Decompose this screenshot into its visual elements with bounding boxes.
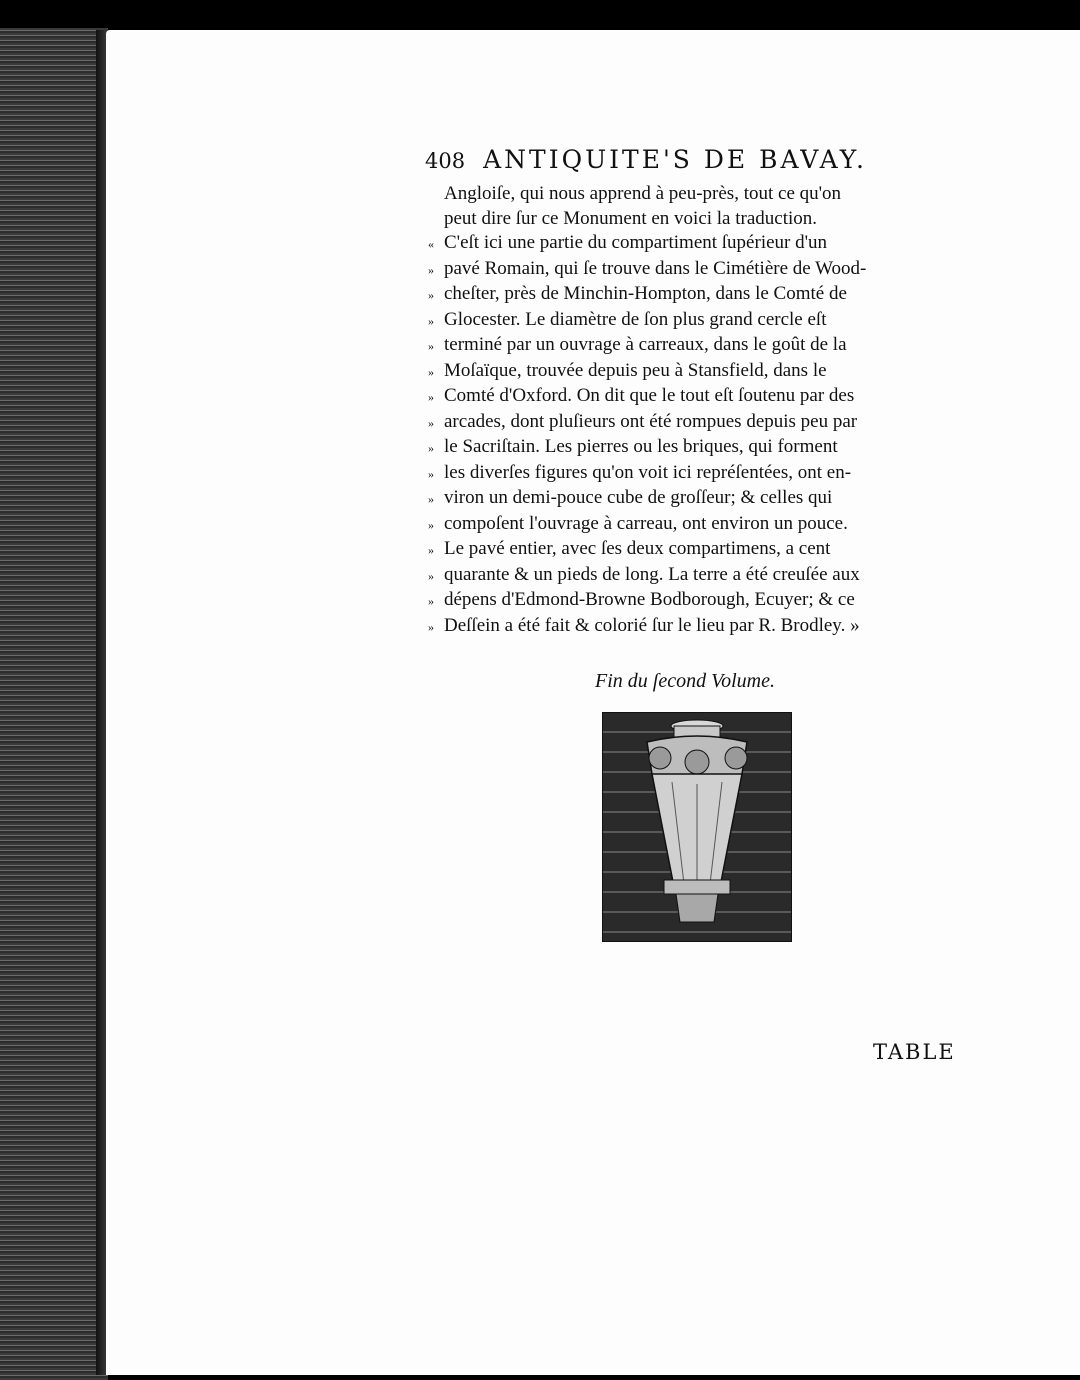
text-line <box>428 486 973 512</box>
line-text: pavé Romain, qui ſe trouve dans le Cimétière de Wood- <box>444 257 867 279</box>
page-header <box>425 145 945 174</box>
text-line <box>428 435 973 461</box>
quote-mark: » <box>428 594 434 608</box>
text-line <box>428 537 973 563</box>
line-text: le Sacriſtain. Les pierres ou les briques, qui forment <box>444 436 838 457</box>
text-line <box>428 182 973 207</box>
quote-mark: » <box>428 517 434 532</box>
quote-mark: » <box>428 415 434 430</box>
line-text: terminé par un ouvrage à carreaux, dans le goût de la <box>444 334 847 355</box>
line-text: cheſter, près de Minchin-Hompton, dans le Comté de <box>444 283 847 304</box>
quote-mark: » <box>428 619 434 634</box>
text-line <box>428 231 973 257</box>
quote-mark: » <box>428 288 434 302</box>
line-text: peut dire ſur ce Monument en voici la traduction. <box>444 207 818 229</box>
quote-mark: » <box>428 492 434 506</box>
vase-vignette-illustration <box>602 712 792 942</box>
text-line <box>428 333 973 359</box>
text-line <box>428 359 973 385</box>
quote-mark: » <box>428 568 434 583</box>
quote-mark: » <box>428 313 434 328</box>
line-text: Comté d'Oxford. On dit que le tout eſt ſoutenu par des <box>444 385 855 406</box>
line-text: Le pavé entier, avec ſes deux compartimens, a cent <box>444 538 831 559</box>
text-line <box>428 588 973 614</box>
running-title: ANTIQUITE'S DE BAVAY. <box>483 145 867 174</box>
line-text: Glocester. Le diamètre de ſon plus grand cercle eſt <box>444 308 827 330</box>
quote-mark: « <box>428 237 434 251</box>
quote-mark: » <box>428 262 434 277</box>
line-text: viron un demi-pouce cube de groſſeur; & celles qui <box>444 487 833 508</box>
page-number: 408 <box>425 149 466 173</box>
book-page-edges <box>0 28 108 1380</box>
catchword: TABLE <box>873 1040 956 1064</box>
line-text: quarante & un pieds de long. La terre a été creuſée aux <box>444 563 860 585</box>
line-text: arcades, dont pluſieurs ont été rompues depuis peu par <box>444 410 858 432</box>
text-line <box>428 384 973 410</box>
quote-mark: » <box>428 364 434 379</box>
quote-mark: » <box>428 441 434 455</box>
line-text: les diverſes figures qu'on voit ici repréſentées, ont en- <box>444 461 852 483</box>
line-text: Moſaïque, trouvée depuis peu à Stansfield, dans le <box>444 359 827 381</box>
body-text <box>428 182 973 639</box>
line-text: Angloiſe, qui nous apprend à peu-près, tout ce qu'on <box>444 183 842 204</box>
quote-mark: » <box>428 543 434 557</box>
quote-mark: » <box>428 339 434 353</box>
line-text: compoſent l'ouvrage à carreau, ont environ un pouce. <box>444 512 848 534</box>
colophon: Fin du ſecond Volume. <box>595 670 775 692</box>
line-text: dépens d'Edmond-Browne Bodborough, Ecuyer; & ce <box>444 589 855 610</box>
text-line <box>428 308 973 334</box>
text-line <box>428 614 973 640</box>
line-text: C'eſt ici une partie du compartiment ſupérieur d'un <box>444 232 828 253</box>
text-line <box>428 410 973 436</box>
text-line <box>428 563 973 589</box>
text-line <box>428 257 973 283</box>
text-line <box>428 461 973 487</box>
quote-mark: » <box>428 466 434 481</box>
text-line <box>428 207 973 232</box>
quote-mark: » <box>428 390 434 404</box>
text-line <box>428 512 973 538</box>
text-line <box>428 282 973 308</box>
line-text: Deſſein a été fait & colorié ſur le lieu par R. Brodley. » <box>444 614 860 636</box>
